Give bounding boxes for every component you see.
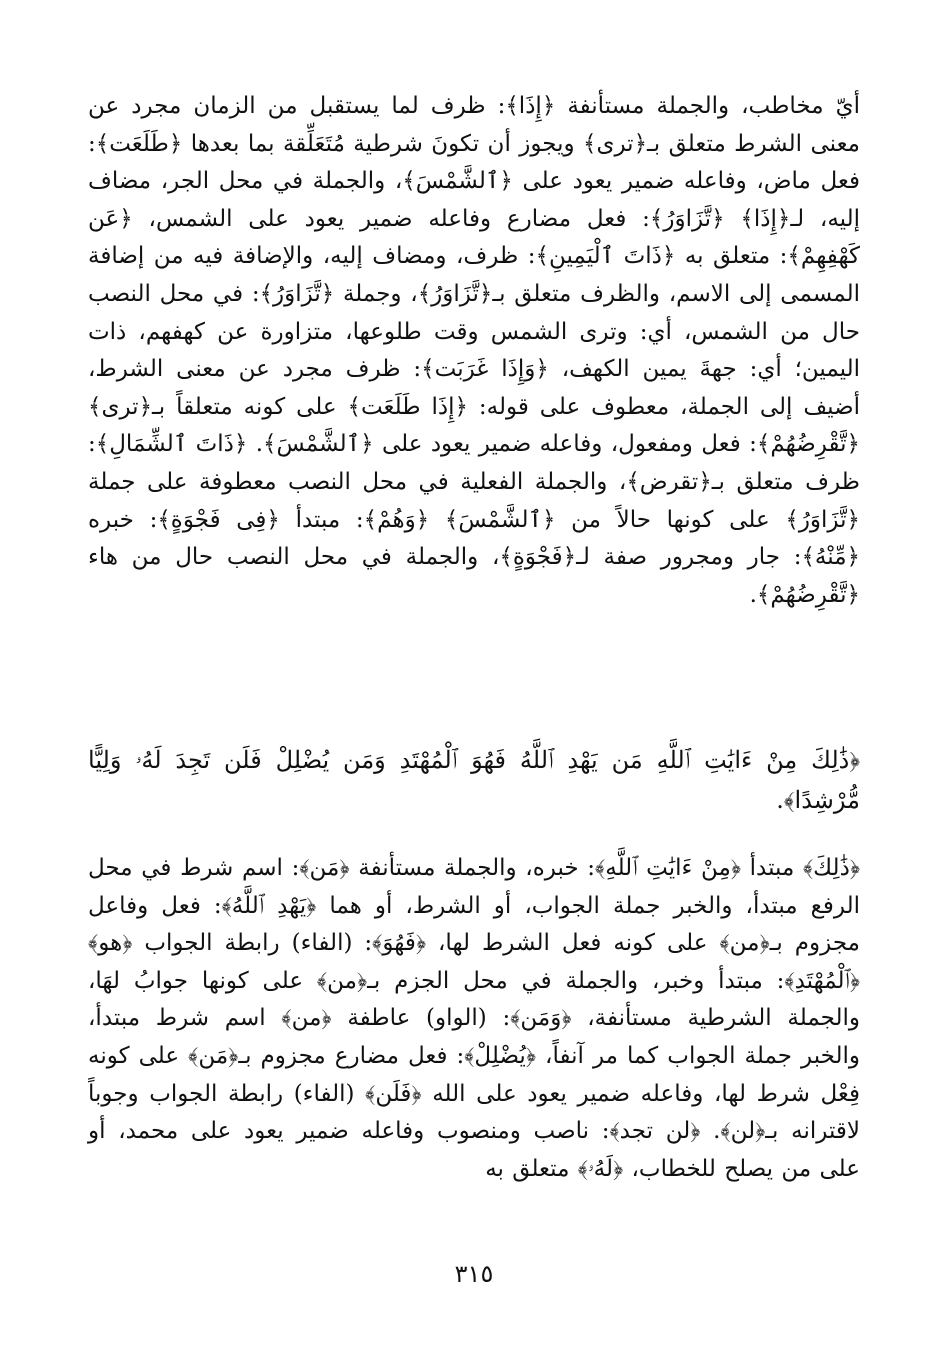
- verse-text: ﴿ذَٰلِكَ مِنْ ءَايَٰتِ ٱللَّهِ مَن يَهْدِ ٱللَّهُ فَهُوَ ٱلْمُهْتَدِ وَمَن يُضْلِلْ فَلَن تَجِدَ لَهُۥ وَلِيًّا مُّرْشِدًا﴾.: [88, 746, 860, 814]
- commentary-block-1: [88, 88, 860, 614]
- commentary-block-2: [88, 850, 860, 1188]
- paragraph: ﴿ذَٰلِكَ﴾ مبتدأ ﴿مِنْ ءَايَٰتِ ٱللَّهِ﴾: خبره، والجملة مستأنفة ﴿مَن﴾: اسم شرط في محل الرفع مبتدأ، والخبر جملة الجواب، أو الشرط، أو هما ﴿يَهْدِ ٱللَّهُ﴾: فعل وفاعل مجزوم بـ﴿من﴾ على كونه فعل الشرط لها، ﴿فَهُوَ﴾: (الفاء) رابطة الجواب ﴿هو﴾ ﴿ٱلْمُهْتَدِ﴾: مبتدأ وخبر، والجملة في محل الجزم بـ﴿من﴾ على كونها جوابُ لهَا، والجملة الشرطية مستأنفة، ﴿وَمَن﴾: (الواو) عاطفة ﴿من﴾ اسم شرط مبتدأ، والخبر جملة الجواب كما مر آنفاً، ﴿يُضْلِلْ﴾: فعل مضارع مجزوم بـ﴿مَن﴾ على كونه فِعْل شرط لها، وفاعله ضمير يعود على الله ﴿فَلَن﴾ (الفاء) رابطة الجواب وجوباً لاقترانه بـ﴿لن﴾. ﴿لن تجد﴾: ناصب ومنصوب وفاعله ضمير يعود على محمد، أو على من يصلح للخطاب، ﴿لَهُۥ﴾ متعلق به: [88, 855, 860, 1182]
- page-number: ٣١٥: [454, 1260, 494, 1288]
- paragraph: أيّ مخاطب، والجملة مستأنفة ﴿إِذَا﴾: ظرف لما يستقبل من الزمان مجرد عن معنى الشرط متعلق بـ﴿ترى﴾ ويجوز أن تكونَ شرطية مُتَعَلِّقة بما بعدها ﴿طَلَعَت﴾: فعل ماض، وفاعله ضمير يعود على ﴿ٱلشَّمْسَ﴾، والجملة في محل الجر، مضاف إليه، لـ﴿إِذَا﴾ ﴿تَّزَاوَرُ﴾: فعل مضارع وفاعله ضمير يعود على الشمس، ﴿عَن كَهْفِهِمْ﴾: متعلق به ﴿ذَاتَ ٱلْيَمِينِ﴾: ظرف، ومضاف إليه، والإضافة فيه من إضافة المسمى إلى الاسم، والظرف متعلق بـ﴿تَّزَاوَرُ﴾، وجملة ﴿تَّزَاوَرُ﴾: في محل النصب حال من الشمس، أي: وترى الشمس وقت طلوعها، متزاورة عن كهفهم، ذات اليمين؛ أي: جهةَ يمين الكهف، ﴿وَإِذَا غَرَبَت﴾: ظرف مجرد عن معنى الشرط، أضيف إلى الجملة، معطوف على قوله: ﴿إِذَا طَلَعَت﴾ على كونه متعلقاً بـ﴿ترى﴾ ﴿تَّقْرِضُهُمْ﴾: فعل ومفعول، وفاعله ضمير يعود على ﴿ٱلشَّمْسَ﴾. ﴿ذَاتَ ٱلشِّمَالِ﴾: ظرف متعلق بـ﴿تقرض﴾، والجملة الفعلية في محل النصب معطوفة على جملة ﴿تَّزَاوَرُ﴾ على كونها حالاً من ﴿ٱلشَّمْسَ﴾ ﴿وَهُمْ﴾: مبتدأ ﴿فِى فَجْوَةٍ﴾: خبره ﴿مِّنْهُ﴾: جار ومجرور صفة لـ﴿فَجْوَةٍ﴾، والجملة في محل النصب حال من هاء ﴿تَّقْرِضُهُمْ﴾.: [88, 93, 860, 608]
- quran-verse: [88, 740, 860, 820]
